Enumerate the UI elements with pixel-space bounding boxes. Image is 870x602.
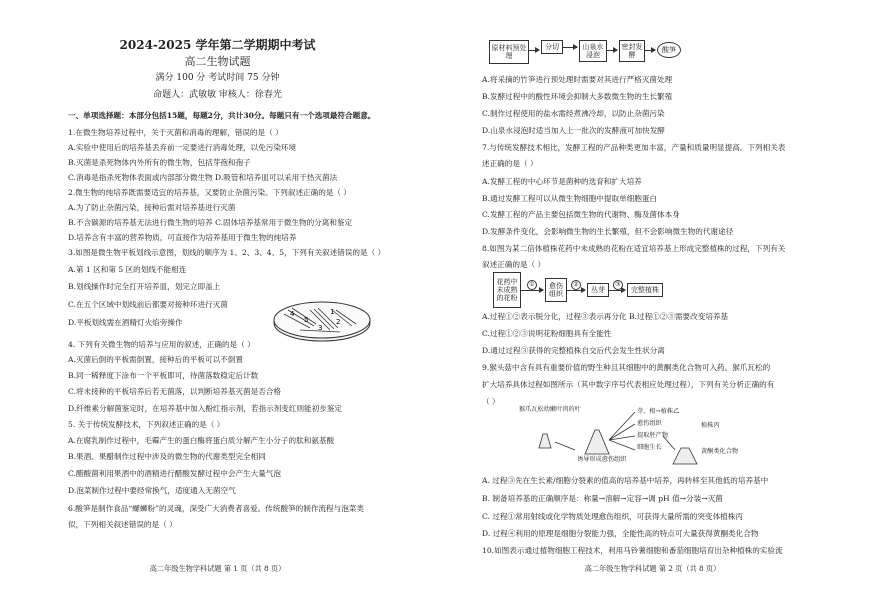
figure-label: 愈伤组织: [637, 420, 662, 427]
page-footer: 高二年级生物学科试题 第 2 页（共 8 页）: [584, 564, 721, 573]
exam-subtitle: 高二生物试题: [184, 55, 251, 68]
figure-label: 植株丙: [701, 422, 720, 429]
text-line: D.发酵条件变化，会影响微生物的生长繁殖，但不会影响微生物的代谢途径: [482, 227, 734, 236]
text-line: 2.微生物的纯培养既需要适宜的培养基，又要防止杂菌污染。下列叙述正确的是（ ）: [68, 188, 352, 197]
text-line: C.在五个区域中划线前后都要对接种环进行灭菌: [68, 300, 228, 309]
text-line: A.发酵工程的中心环节是菌种的选育和扩大培养: [482, 177, 642, 186]
flow-step: 分切: [541, 40, 563, 54]
text-line: D.泡菜制作过程中要经常换气，适度通入无菌空气: [68, 486, 236, 495]
text-line: 4. 下列有关微生物的培养与应用的叙述，正确的是（ ）: [68, 340, 255, 349]
text-line: A.灭菌后倒的平板需倒置，接种后的平板可以不倒置: [68, 355, 243, 364]
text-line: D.培养含有丰富的营养物质，可直接作为培养基用于微生物的纯培养: [68, 233, 297, 242]
text-line: 5. 关于传统发酵技术，下列叙述正确的是（ ）: [68, 420, 225, 429]
figure-label: 提取胚产物: [637, 432, 668, 439]
text-line: B.同一稀释度下涂布一个平板即可，待菌落数稳定后计数: [68, 371, 259, 380]
text-line: B.果酒、果醋制作过程中涉及的微生物的代谢类型完全相同: [68, 452, 266, 461]
text-line: C.制作过程使用的盐水需经煮沸冷却，以防止杂菌污染: [482, 109, 665, 118]
section-heading: 一、单项选择题：本部分包括15题，每题2分，共计30分。每题只有一个选项最符合题意。: [68, 111, 376, 120]
text-line: C.将未接种的平板培养后若无菌落，以判断培养基灭菌是否合格: [68, 387, 281, 396]
pollen-step: 完整植株: [627, 283, 663, 297]
text-line: 10.如图表示通过植物细胞工程技术，利用马铃薯细胞和番茄细胞培育出杂种植株的实验流: [482, 546, 783, 555]
flow-step: 山泉水浸泡: [579, 40, 607, 62]
flow-arrow: [607, 50, 617, 51]
text-line: D.平板划线需在酒精灯火焰旁操作: [68, 318, 183, 327]
pollen-step: 花药中未成熟的花粉: [493, 272, 521, 308]
plate-label: 1: [330, 308, 335, 316]
text-line: C. 过程①常用射线或化学物质处理愈伤组织，可获得大量所需的突变体植株丙: [482, 512, 743, 521]
flow-arrow: [563, 47, 577, 48]
text-line: C.发酵工程的产品主要包括微生物的代谢物、酶及菌体本身: [482, 210, 680, 219]
text-line: B. 制备培养基的正确顺序是：称量→溶解→定容→调 pH 值→分装→灭菌: [482, 494, 723, 503]
figure-label: 诱导形成愈伤组织: [577, 456, 627, 463]
text-line: A.在腐乳制作过程中，毛霉产生的蛋白酶将蛋白质分解产生小分子的肽和氨基酸: [68, 436, 335, 445]
step-number: ③: [613, 280, 623, 290]
text-line: 1.在微生物培养过程中，关于灭菌和消毒的理解，错误的是（ ）: [68, 128, 283, 137]
flow-arrow: [645, 50, 655, 51]
text-line: B.发酵过程中的酸性环境会抑制大多数微生物的生长繁殖: [482, 92, 673, 101]
text-line: 6.酸笋是制作食品“螺蛳粉”的灵魂，深受广大消费者喜爱。传统酸笋的制作流程与泡菜类: [68, 504, 364, 513]
exam-info-score: 满分 100 分 考试时间 75 分钟: [155, 73, 280, 83]
text-line: D. 过程④利用的原理是细胞分裂能力强，全能性高的特点可大量获得黄酮类化合物: [482, 529, 759, 538]
plate-label: 3: [318, 324, 323, 332]
text-line: C.醋酸菌利用果酒中的酒精进行醋酸发酵过程中会产生大量气泡: [68, 469, 281, 478]
text-line: D.山泉水浸泡时适当加入上一批次的发酵液可加快发酵: [482, 126, 665, 135]
text-line: B.划线操作时完全打开培养皿，划完立即盖上: [68, 282, 221, 291]
flow-step: 原材料预处理: [489, 40, 529, 64]
page-2: [435, 0, 870, 602]
plate-label: 4: [290, 310, 295, 318]
pollen-step: 丛芽: [587, 283, 609, 297]
exam-title: 2024-2025 学年第二学期期中考试: [119, 38, 316, 52]
flow-arrow: [567, 290, 585, 291]
text-line: A.实验中使用后的培养基丢弃前一定要进行消毒处理，以免污染环境: [68, 143, 297, 152]
text-line: 似，下列相关叙述错误的是（ ）: [68, 520, 177, 529]
text-line: C.消毒是指杀死物体表面或内部部分微生物 D.吸管和培养皿可以采用干热灭菌法: [68, 173, 338, 182]
text-line: （ ）: [482, 397, 500, 406]
figure-label: 芽、根→植株乙: [637, 408, 680, 415]
text-line: B.灭菌是杀死物体内外所有的微生物，包括芽孢和孢子: [68, 158, 251, 167]
plate-label: 2: [336, 318, 341, 326]
text-line: 3.如图是微生物平板划线示意图，划线的顺序为 1、2、3、4、5，下列有关叙述错误的是（ ）: [68, 248, 386, 257]
text-line: A.为了防止杂菌污染，接种后需对培养基进行灭菌: [68, 203, 236, 212]
figure-label: 黄酮类化合物: [701, 448, 739, 455]
step-number: ②: [571, 280, 581, 290]
text-line: A.将采摘的竹笋进行预处理时需要对其进行严格灭菌处理: [482, 75, 673, 84]
flow-product: 酸笋: [657, 42, 681, 58]
pollen-step: 愈伤组织: [545, 278, 567, 302]
text-line: A.过程①②表示脱分化，过程③表示再分化 B.过程①②③需要改变培养基: [482, 312, 729, 321]
plate-label: 5: [304, 316, 309, 324]
text-line: D.纤维素分解菌鉴定时，在培养基中加入酚红指示剂，若指示剂变红则能初步鉴定: [68, 404, 343, 413]
text-line: 述正确的是（ ）: [482, 159, 538, 168]
text-line: 7.与传统发酵技术相比，发酵工程的产品种类更加丰富，产量和质量明显提高。下列相关表: [482, 143, 786, 152]
flow-arrow: [521, 290, 543, 291]
text-line: 9.猴头菇中含有具有重要价值的野生种且其细胞中的黄酮类化合物可入药。猴爪瓦松的: [482, 363, 771, 372]
page-footer: 高二年级生物学科试题 第 1 页（共 8 页）: [149, 564, 286, 573]
flow-arrow: [609, 290, 625, 291]
text-line: 8.如图为某二倍体植株花药中未成熟的花粉在适宜培养基上形成完整植株的过程，下列有关: [482, 244, 786, 253]
exam-info-authors: 命题人：武敏敏 审核人：徐春光: [153, 90, 282, 100]
text-line: 叙述正确的是（ ）: [482, 260, 546, 269]
text-line: B.通过发酵工程可以从微生物细胞中提取单细胞蛋白: [482, 194, 658, 203]
figure-label: 猴爪瓦松幼嫩叶肉的叶: [519, 406, 581, 413]
text-line: D.通过过程③获得的完整植株自交后代会发生性状分离: [482, 346, 665, 355]
flow-step: 密封发酵: [619, 40, 645, 62]
text-line: 扩大培养具体过程如图所示（其中数字序号代表相应处理过程），下列有关分析正确的有: [482, 380, 775, 389]
flow-arrow: [529, 50, 539, 51]
streak-plate-figure: [270, 296, 380, 346]
text-line: C.过程①②③说明花粉细胞具有全能性: [482, 329, 612, 338]
step-number: ①: [527, 280, 537, 290]
text-line: B.不含碳源的培养基无法进行微生物的培养 C.固体培养基常用于微生物的分离和鉴定: [68, 218, 353, 227]
text-line: A. 过程③先在生长素/细胞分裂素的值高的培养基中培养，再转移至其他低的培养基中: [482, 476, 769, 485]
figure-label: 细胞生长: [637, 444, 662, 451]
text-line: A.第 1 区和第 5 区的划线不能相连: [68, 265, 187, 274]
